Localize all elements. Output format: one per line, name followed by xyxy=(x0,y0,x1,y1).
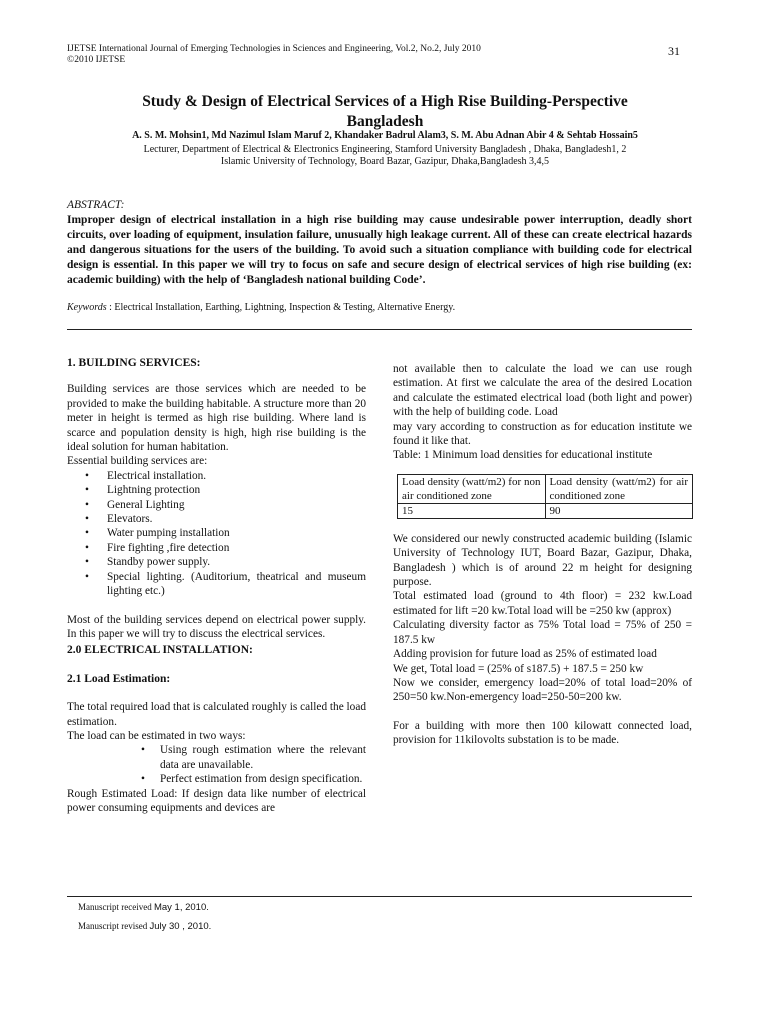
page-number: 31 xyxy=(668,44,680,58)
section-1-heading: 1. BUILDING SERVICES: xyxy=(67,357,201,369)
footnote-divider xyxy=(67,896,692,897)
section-2-1-paragraph-3: Rough Estimated Load: If design data like number of electrical power consuming equipments and devices are xyxy=(67,787,366,814)
estimation-methods-list xyxy=(67,743,366,786)
services-list xyxy=(67,469,366,599)
table-cell: 15 xyxy=(398,503,546,518)
table-row xyxy=(398,474,693,503)
footnote-revised: Manuscript revised July 30 , 2010. xyxy=(78,921,212,932)
list-item: • Standby power supply. xyxy=(85,556,211,569)
list-item: • General Lighting xyxy=(85,498,185,511)
table-header-cell: Load density (watt/m2) for non air conditioned zone xyxy=(398,474,546,503)
load-paragraph-2: may vary according to construction as for education institute we found it like that. xyxy=(393,420,692,448)
list-item: • Electrical installation. xyxy=(85,469,207,482)
affiliations xyxy=(60,144,710,168)
affiliation-2: Islamic University of Technology, Board Bazar, Gazipur, Dhaka,Bangladesh 3,4,5 xyxy=(220,156,550,167)
list-item: • Water pumping installation xyxy=(85,527,230,540)
abstract-text: Improper design of electrical installation in a high rise building may cause undesirable power interruption, deadly short circuits, over loading of equipment, insulation failure, unusually high leakage current. All of these can create electrical hazards and dangerous situations for the users of the building. To avoid such a situation compliance with building code for electrical design is essential. In this paper we will try to focus on safe and secure design of electrical services of high rise building (ex: academic building) with the help of ‘Bangladesh national building Code’. xyxy=(67,214,692,286)
calc-line: Now we consider, emergency load=20% of total load=20% of 250=50 kw.Non-emergency load=250-50=200 kw. xyxy=(393,676,692,704)
list-item: • Lightning protection xyxy=(85,484,201,497)
section-1-paragraph-2: Essential building services are: xyxy=(67,455,208,468)
copyright-notice: ©2010 IJETSE xyxy=(67,55,126,65)
list-item: • Perfect estimation from design specification. xyxy=(141,773,363,786)
title-line-2: Bangladesh xyxy=(346,113,424,130)
section-divider xyxy=(67,329,692,330)
section-2-heading: 2.0 ELECTRICAL INSTALLATION: xyxy=(67,644,253,657)
section-2-1-heading: 2.1 Load Estimation: xyxy=(67,672,171,685)
substation-paragraph: For a building with more then 100 kilowatt connected load, provision for 11kilovolts substation is to be made. xyxy=(393,719,692,747)
table-cell: 90 xyxy=(545,503,693,518)
left-column xyxy=(67,356,366,815)
paper-title xyxy=(60,92,710,132)
list-item: • Using rough estimation where the relevant data are unavailable. xyxy=(141,744,366,771)
calc-line: Calculating diversity factor as 75% Total load = 75% of 250 = 187.5 kw xyxy=(393,619,692,646)
journal-citation: IJETSE International Journal of Emerging Technologies in Sciences and Engineering, Vol.2, No.2, July 2010 xyxy=(67,44,481,54)
table-header-cell: Load density (watt/m2) for air conditioned zone xyxy=(545,474,693,503)
title-line-1: Study & Design of Electrical Services of a High Rise Building-Perspective xyxy=(142,93,628,110)
keywords-label: Keywords xyxy=(67,302,107,313)
keywords-text: : Electrical Installation, Earthing, Lightning, Inspection & Testing, Alternative Energy. xyxy=(106,302,456,313)
section-2-1-paragraph-1: The total required load that is calculated roughly is called the load estimation. xyxy=(67,701,366,728)
section-1-paragraph-1: Building services are those services which are needed to be provided to make the building habitable. A structure more than 20 meter in height is termed as high rise building. Where land is scarce and population density is high, high rise building is the ideal solution for human habitation. xyxy=(67,383,366,454)
section-1-paragraph-3: Most of the building services depend on electrical power supply. In this paper we will try to discuss the electrical services. xyxy=(67,613,366,640)
list-item: • Fire fighting ,fire detection xyxy=(85,541,230,554)
list-item: • Elevators. xyxy=(85,513,153,526)
list-item: • Special lighting. (Auditorium, theatrical and museum lighting etc.) xyxy=(85,570,366,598)
author-list: A. S. M. Mohsin1, Md Nazimul Islam Maruf 2, Khandaker Badrul Alam3, S. M. Abu Adnan Abir 4 & Sehtab Hossain5 xyxy=(132,130,638,141)
abstract-heading: ABSTRACT: xyxy=(67,199,125,211)
building-paragraph: We considered our newly constructed academic building (Islamic University of Technology IUT, Board Bazar, Gazipur, Dhaka, Bangladesh ) which is of around 22 m height for designing purpose. xyxy=(393,532,692,589)
calc-line: We get, Total load = (25% of s187.5) + 187.5 = 250 kw xyxy=(393,662,644,675)
affiliation-1: Lecturer, Department of Electrical & Electronics Engineering, Stamford University Bangladesh , Dhaka, Bangladesh1, 2 xyxy=(143,144,627,155)
keywords xyxy=(67,302,455,313)
calc-line: Total estimated load (ground to 4th floor) = 232 kw.Load estimated for lift =20 kw.Total load will be =250 kw (approx) xyxy=(393,590,692,617)
section-2-1-paragraph-2: The load can be estimated in two ways: xyxy=(67,729,246,742)
right-column xyxy=(393,362,692,748)
load-density-table xyxy=(397,474,693,519)
table-row xyxy=(398,503,693,518)
footnote-received: Manuscript received May 1, 2010. xyxy=(78,902,209,913)
load-paragraph-1: not available then to calculate the load we can use rough estimation. At first we calculate the area of the desired Location and calculate the estimated electrical load (both light and power) with the help of building code. Load xyxy=(393,363,692,419)
journal-header xyxy=(67,44,481,66)
calc-line: Adding provision for future load as 25% of estimated load xyxy=(393,648,657,661)
table-caption: Table: 1 Minimum load densities for educational institute xyxy=(393,449,653,462)
